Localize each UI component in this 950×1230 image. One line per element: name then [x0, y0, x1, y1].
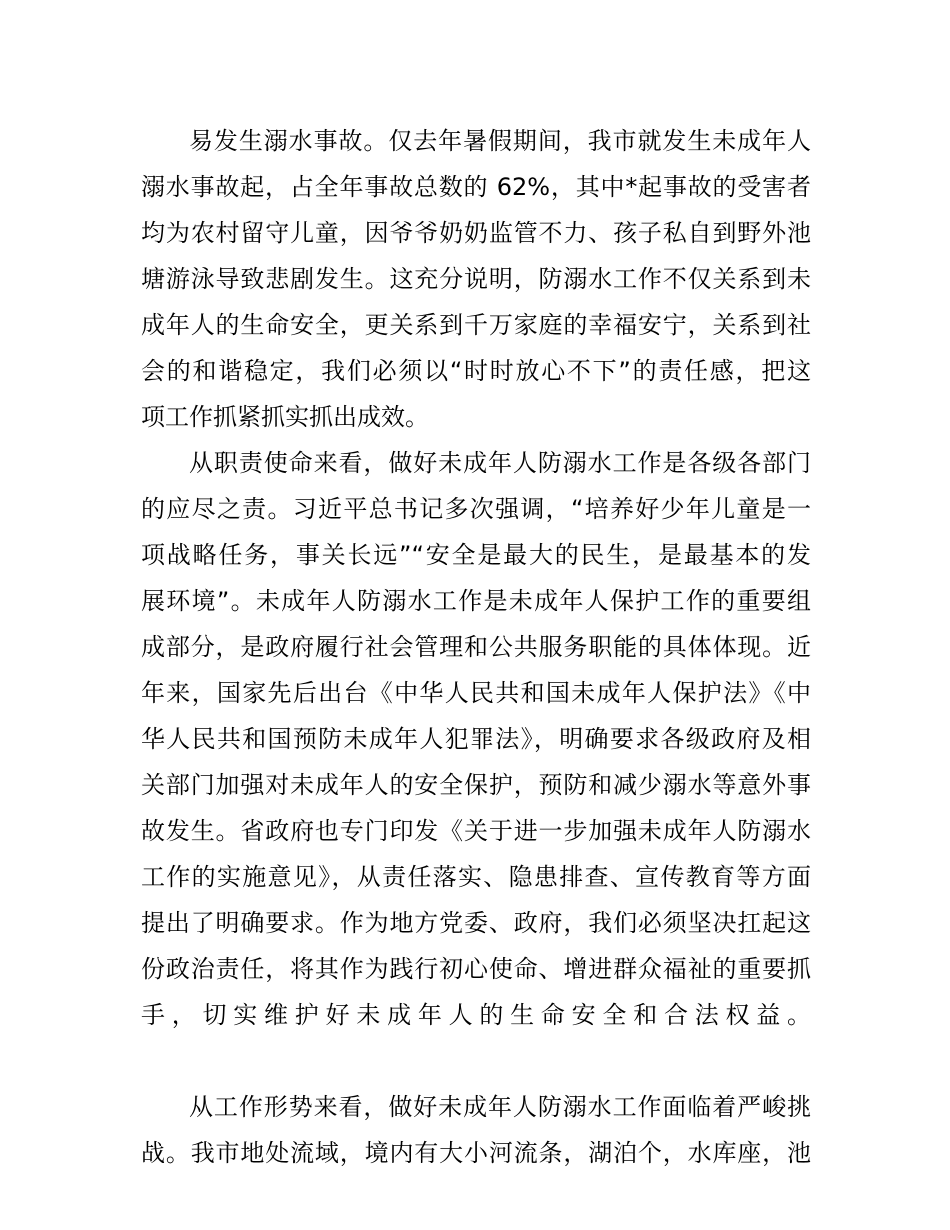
text-line: 华人民共和国预防未成年人犯罪法》，明确要求各级政府及相: [141, 725, 811, 753]
paragraph-2: [141, 440, 811, 1084]
text-line: 提出了明确要求。作为地方党委、政府，我们必须坚决扛起这: [141, 909, 811, 937]
text-line: 的应尽之责。习近平总书记多次强调，“培养好少年儿童是一: [141, 495, 811, 523]
paragraph-3: [141, 1084, 811, 1176]
text-line: 易发生溺水事故。仅去年暑假期间，我市就发生未成年人: [189, 127, 811, 155]
text-line: 份政治责任，将其作为践行初心使命、增进群众福祉的重要抓: [141, 955, 811, 983]
text-line: 手，切实维护好未成年人的生命安全和合法权益。: [141, 1001, 811, 1029]
text-line: 战。我市地处流域，境内有大小河流条，湖泊个，水库座，池: [141, 1139, 811, 1167]
text-line: 年来，国家先后出台《中华人民共和国未成年人保护法》《中: [141, 679, 811, 707]
text-line: 从工作形势来看，做好未成年人防溺水工作面临着严峻挑: [189, 1093, 811, 1121]
text-line: 成年人的生命安全，更关系到千万家庭的幸福安宁，关系到社: [141, 311, 811, 339]
text-line: [141, 1038, 811, 1084]
text-line: 成部分，是政府履行社会管理和公共服务职能的具体体现。近: [141, 633, 811, 661]
text-line: 溺水事故起，占全年事故总数的 62%，其中*起事故的受害者: [141, 173, 811, 201]
text-line: 会的和谐稳定，我们必须以“时时放心不下”的责任感，把这: [141, 357, 811, 385]
text-line: 关部门加强对未成年人的安全保护，预防和减少溺水等意外事: [141, 771, 811, 799]
text-line: 塘游泳导致悲剧发生。这充分说明，防溺水工作不仅关系到未: [141, 265, 811, 293]
text-line: 工作的实施意见》，从责任落实、隐患排查、宣传教育等方面: [141, 863, 811, 891]
text-line: 项战略任务，事关长远”“安全是最大的民生，是最基本的发: [141, 541, 811, 569]
text-line: 故发生。省政府也专门印发《关于进一步加强未成年人防溺水: [141, 817, 811, 845]
text-line: 从职责使命来看，做好未成年人防溺水工作是各级各部门: [189, 449, 811, 477]
body-text: [141, 118, 811, 1176]
text-line: 项工作抓紧抓实抓出成效。: [141, 403, 429, 431]
paragraph-1: [141, 118, 811, 440]
text-line: 展环境”。未成年人防溺水工作是未成年人保护工作的重要组: [141, 587, 811, 615]
text-line: 均为农村留守儿童，因爷爷奶奶监管不力、孩子私自到野外池: [141, 219, 811, 247]
